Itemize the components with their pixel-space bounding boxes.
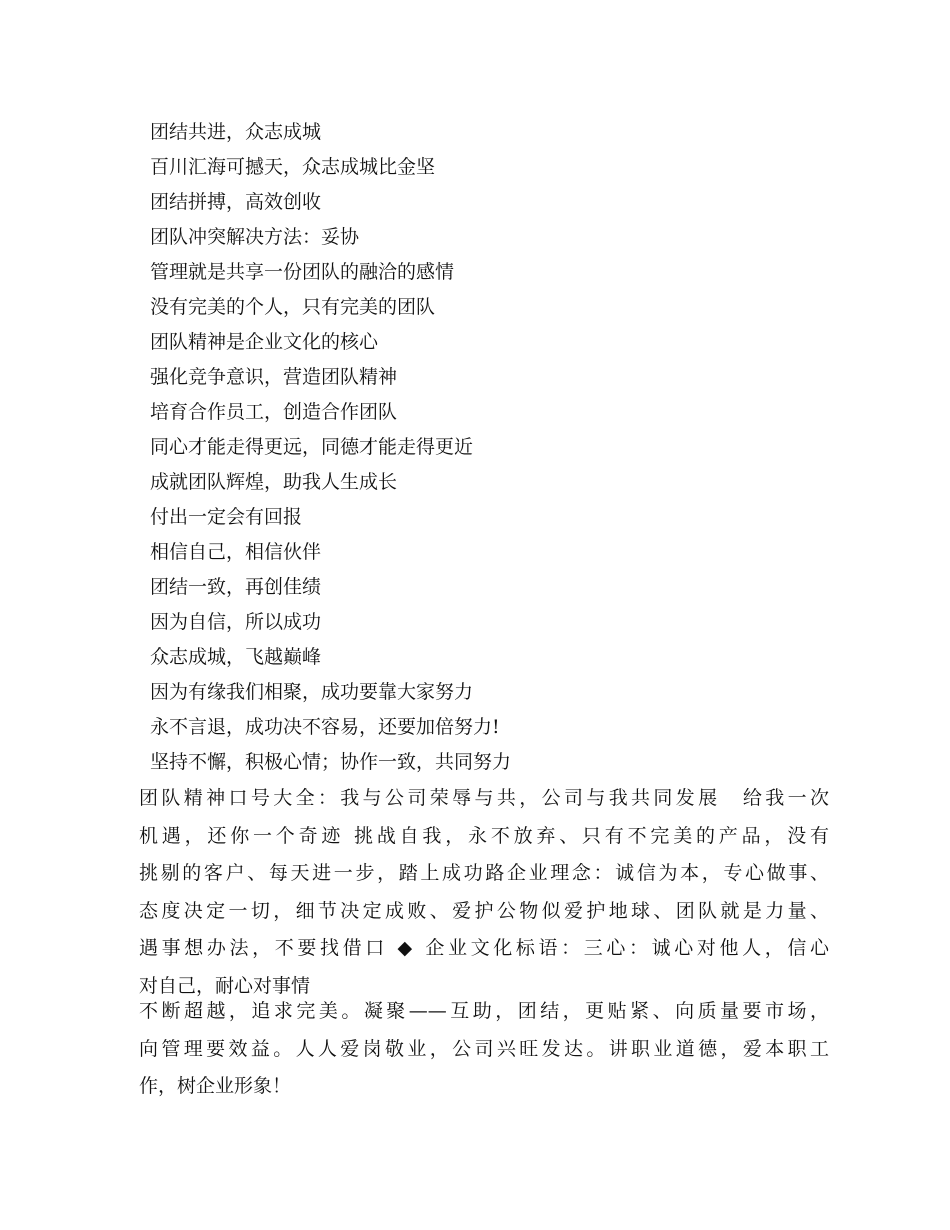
paragraph-line: 作，树企业形象！ [139,1075,292,1097]
slogan-line: 付出一定会有回报 [150,506,303,528]
slogan-line: 培育合作员工，创造合作团队 [150,401,398,423]
slogan-line: 永不言退，成功决不容易，还要加倍努力! [150,716,500,738]
paragraph-line: 向管理要效益。人人爱岗敬业，公司兴旺发达。讲职业道德，爱本职工 [139,1037,829,1060]
slogan-line: 团队精神是企业文化的核心 [150,331,379,353]
slogan-line: 因为有缘我们相聚，成功要靠大家努力 [150,681,474,703]
paragraph-line: 团队精神口号大全：我与公司荣辱与共，公司与我共同发展 给我一次 [139,787,829,809]
slogan-line: 百川汇海可撼天，众志成城比金坚 [150,156,436,178]
slogan-line: 团结共进，众志成城 [150,121,322,143]
paragraph-line: 不断超越，追求完美。凝聚——互助，团结，更贴紧、向质量要市场， [139,1000,829,1022]
slogan-line: 团结拼搏，高效创收 [150,191,322,213]
slogan-line: 没有完美的个人，只有完美的团队 [150,296,436,318]
slogan-line: 成就团队辉煌，助我人生成长 [150,471,398,493]
paragraph-line: 态度决定一切，细节决定成败、爱护公物似爱护地球、团队就是力量、 [139,899,829,922]
slogan-line: 团结一致，再创佳绩 [150,576,322,598]
paragraph-line: 对自己，耐心对事情 [139,974,311,997]
slogans-summary-paragraph [139,780,829,1005]
slogan-line: 管理就是共享一份团队的融洽的感情 [150,261,455,283]
slogan-line: 众志成城，飞越巅峰 [150,646,322,668]
slogan-list [150,115,850,780]
paragraph-line: 机遇，还你一个奇迹 挑战自我，永不放弃、只有不完美的产品，没有 [139,824,829,847]
slogan-line: 坚持不懈，积极心情；协作一致，共同努力 [150,751,512,773]
slogan-line: 因为自信，所以成功 [150,611,322,633]
slogan-line: 同心才能走得更远，同德才能走得更近 [150,436,474,458]
paragraph-line: 遇事想办法，不要找借口 ◆ 企业文化标语：三心：诚心对他人，信心 [139,937,829,959]
slogan-line: 团队冲突解决方法：妥协 [150,226,360,248]
paragraph-line: 挑剔的客户、每天进一步，踏上成功路企业理念：诚信为本，专心做事、 [139,862,829,884]
closing-paragraph [139,993,829,1106]
slogan-line: 强化竞争意识，营造团队精神 [150,366,398,388]
slogan-line: 相信自己，相信伙伴 [150,541,322,563]
